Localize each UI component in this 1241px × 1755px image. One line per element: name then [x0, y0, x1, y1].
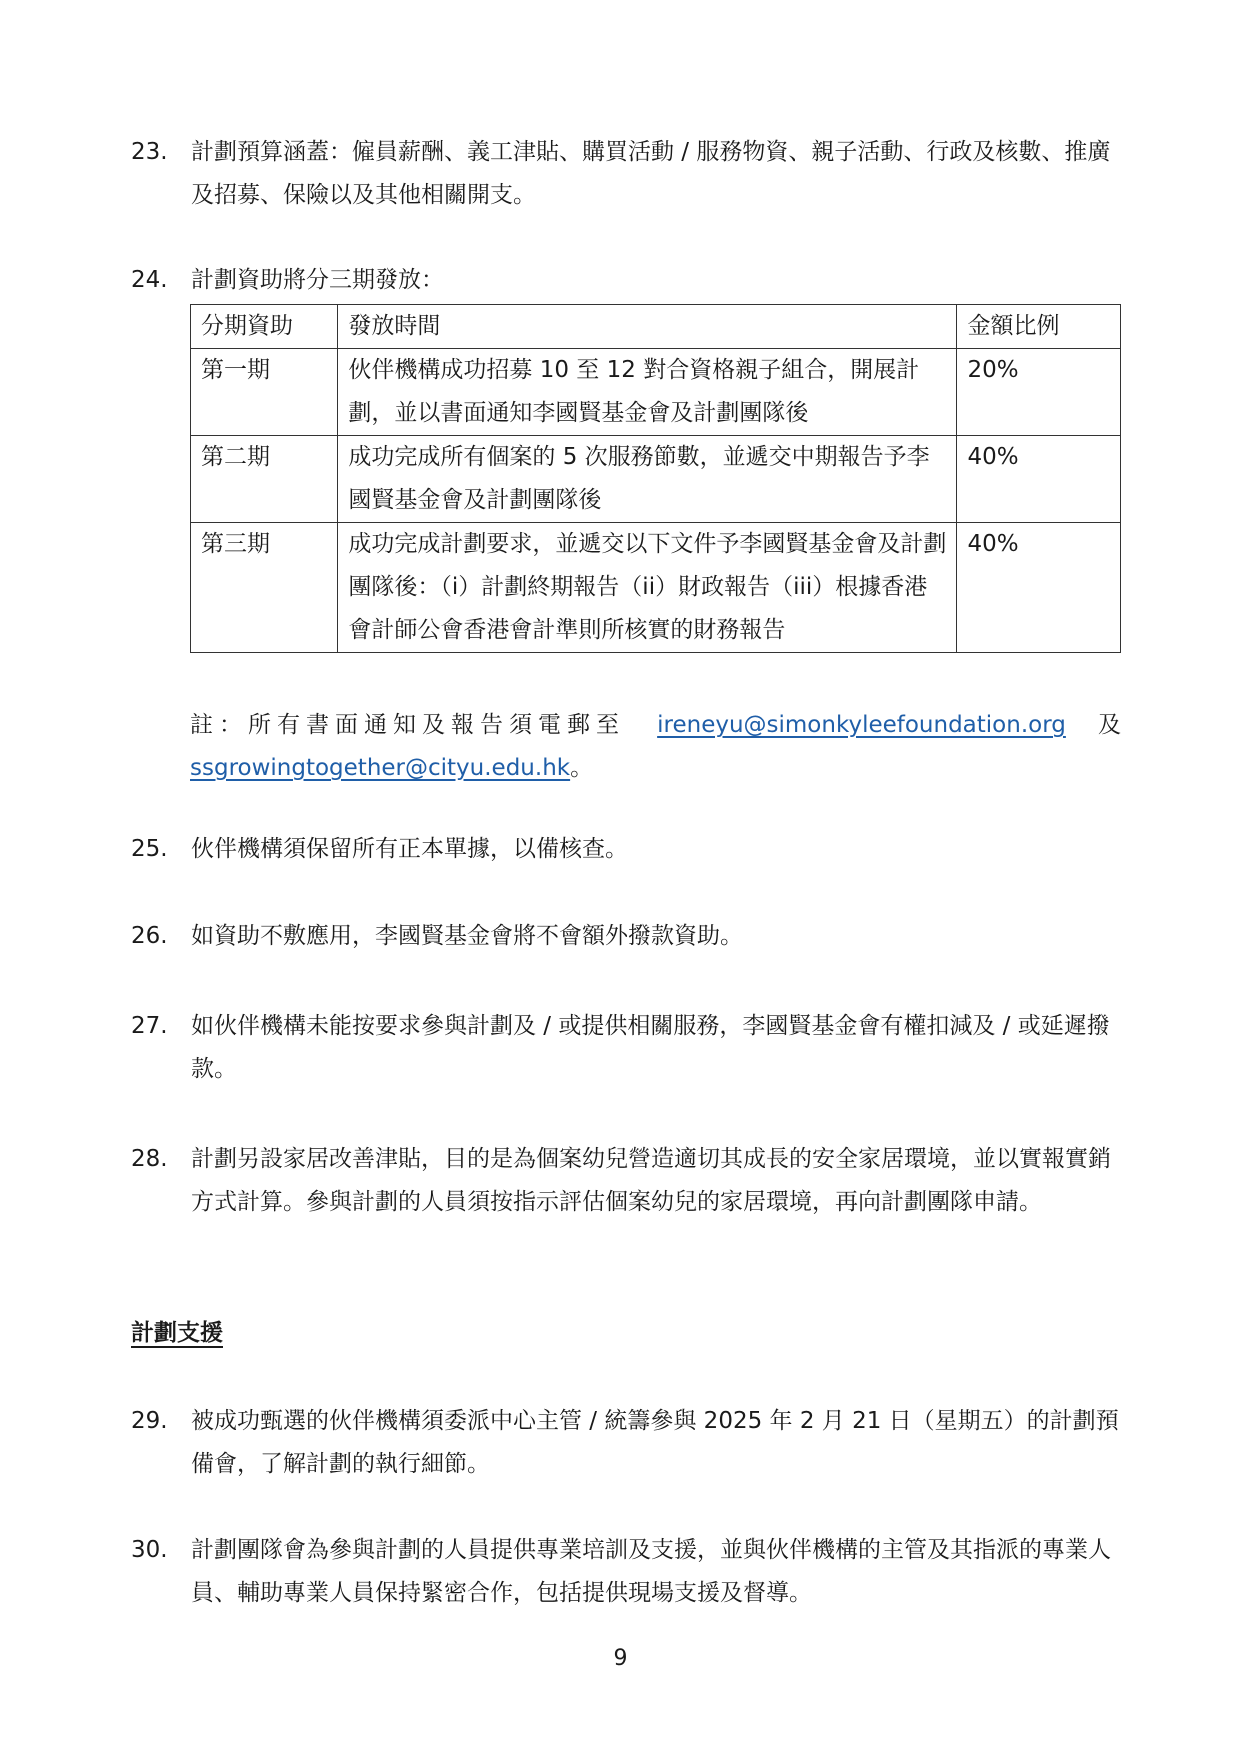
table-note [190, 704, 1121, 790]
clause-number: 30. [131, 1537, 168, 1563]
note-joiner: 及 [1098, 712, 1121, 738]
email-link-ssgrowingtogether[interactable]: ssgrowingtogether@cityu.edu.hk [190, 755, 571, 781]
clause-text: 計劃預算涵蓋：僱員薪酬、義工津貼、購買活動 / 服務物資、親子活動、行政及核數、推廣及招募、保險以及其他相關開支。 [191, 139, 1111, 208]
table-header-cell: 發放時間 [338, 305, 957, 349]
clause-number: 25. [131, 836, 168, 862]
table-row [191, 436, 1121, 523]
clause-number: 24. [131, 267, 168, 293]
table-cell: 第一期 [191, 349, 338, 436]
clause-number: 28. [131, 1146, 168, 1172]
page-number: 9 [613, 1646, 628, 1671]
clause-number: 26. [131, 923, 168, 949]
table-cell: 40% [957, 523, 1121, 653]
table-header-cell: 金額比例 [957, 305, 1121, 349]
clause-text: 計劃另設家居改善津貼，目的是為個案幼兒營造適切其成長的安全家居環境，並以實報實銷方式計算。參與計劃的人員須按指示評估個案幼兒的家居環境，再向計劃團隊申請。 [191, 1146, 1111, 1215]
section-heading: 計劃支援 [131, 1320, 223, 1346]
note-suffix: 。 [570, 755, 594, 781]
table-cell: 40% [957, 436, 1121, 523]
clause-number: 23. [131, 139, 168, 165]
clause-text: 計劃資助將分三期發放： [191, 267, 444, 293]
clause-text: 被成功甄選的伙伴機構須委派中心主管 / 統籌參與 2025 年 2 月 21 日（星期五）的計劃預備會，了解計劃的執行細節。 [191, 1408, 1119, 1477]
clause-text: 計劃團隊會為參與計劃的人員提供專業培訓及支援，並與伙伴機構的主管及其指派的專業人員、輔助專業人員保持緊密合作，包括提供現場支援及督導。 [191, 1537, 1111, 1606]
table-cell: 第三期 [191, 523, 338, 653]
email-link-ireneyu[interactable]: ireneyu@simonkyleefoundation.org [657, 712, 1066, 738]
table-cell: 20% [957, 349, 1121, 436]
clause-text: 如伙伴機構未能按要求參與計劃及 / 或提供相關服務，李國賢基金會有權扣減及 / 或延遲撥款。 [191, 1013, 1110, 1082]
table-cell: 成功完成所有個案的 5 次服務節數，並遞交中期報告予李國賢基金會及計劃團隊後 [338, 436, 957, 523]
funding-schedule-table [190, 304, 1121, 653]
clause-number: 27. [131, 1013, 168, 1039]
table-row [191, 523, 1121, 653]
table-cell: 成功完成計劃要求，並遞交以下文件予李國賢基金會及計劃團隊後：（i）計劃終期報告（ii）財政報告（iii）根據香港會計師公會香港會計準則所核實的財務報告 [338, 523, 957, 653]
table-header-cell: 分期資助 [191, 305, 338, 349]
note-prefix: 註：所有書面通知及報告須電郵至 [190, 712, 625, 738]
table-cell: 伙伴機構成功招募 10 至 12 對合資格親子組合，開展計劃，並以書面通知李國賢基金會及計劃團隊後 [338, 349, 957, 436]
clause-text: 如資助不敷應用，李國賢基金會將不會額外撥款資助。 [191, 923, 743, 949]
table-row [191, 349, 1121, 436]
table-cell: 第二期 [191, 436, 338, 523]
clause-text: 伙伴機構須保留所有正本單據，以備核查。 [191, 836, 628, 862]
clause-number: 29. [131, 1408, 168, 1434]
table-header-row [191, 305, 1121, 349]
